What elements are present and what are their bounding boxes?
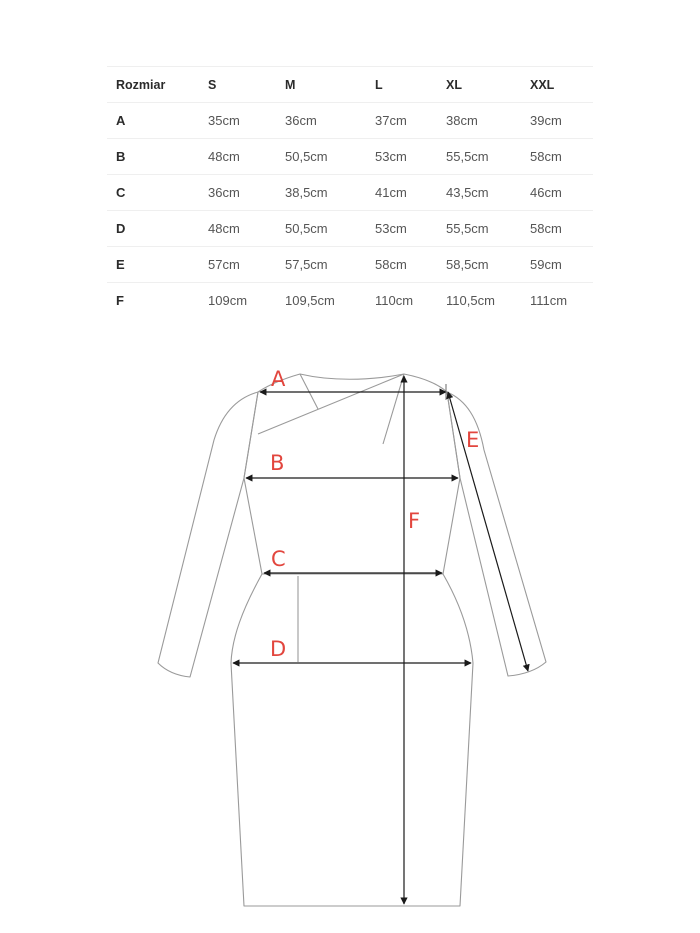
- table-cell: 46cm: [521, 175, 593, 211]
- header-s: S: [199, 67, 276, 103]
- header-m: M: [276, 67, 366, 103]
- table-cell: 58,5cm: [437, 247, 521, 283]
- table-cell: 58cm: [521, 211, 593, 247]
- label-d: D: [270, 637, 287, 661]
- table-cell: 35cm: [199, 103, 276, 139]
- table-cell: 43,5cm: [437, 175, 521, 211]
- table-cell: 53cm: [366, 139, 437, 175]
- dress-outline: [158, 374, 546, 906]
- table-cell: 39cm: [521, 103, 593, 139]
- header-size: Rozmiar: [107, 67, 199, 103]
- table-cell: 38cm: [437, 103, 521, 139]
- header-xxl: XXL: [521, 67, 593, 103]
- table-cell: 57cm: [199, 247, 276, 283]
- row-label: E: [107, 247, 199, 283]
- table-cell: 58cm: [366, 247, 437, 283]
- table-cell: 59cm: [521, 247, 593, 283]
- table-cell: 111cm: [521, 283, 593, 319]
- header-l: L: [366, 67, 437, 103]
- skirt-outline: [231, 574, 473, 906]
- table-cell: 110,5cm: [437, 283, 521, 319]
- row-label: D: [107, 211, 199, 247]
- label-f: F: [408, 509, 421, 533]
- table-cell: 58cm: [521, 139, 593, 175]
- table-cell: 110cm: [366, 283, 437, 319]
- table-cell: 109cm: [199, 283, 276, 319]
- header-xl: XL: [437, 67, 521, 103]
- row-label: A: [107, 103, 199, 139]
- neckline-outline: [258, 374, 447, 392]
- table-cell: 57,5cm: [276, 247, 366, 283]
- label-c: C: [271, 547, 286, 571]
- table-cell: 109,5cm: [276, 283, 366, 319]
- table-cell: 50,5cm: [276, 211, 366, 247]
- table-cell: 37cm: [366, 103, 437, 139]
- measurement-labels: [270, 367, 479, 661]
- table-cell: 36cm: [199, 175, 276, 211]
- measure-e-line: [448, 392, 528, 671]
- row-label: B: [107, 139, 199, 175]
- label-b: B: [270, 451, 285, 475]
- table-cell: 38,5cm: [276, 175, 366, 211]
- table-cell: 55,5cm: [437, 211, 521, 247]
- table-cell: 48cm: [199, 211, 276, 247]
- left-sleeve-outline: [158, 392, 258, 677]
- label-e: E: [466, 428, 480, 452]
- right-sleeve-outline: [447, 392, 546, 676]
- label-a: A: [271, 367, 286, 391]
- table-cell: 55,5cm: [437, 139, 521, 175]
- table-cell: 50,5cm: [276, 139, 366, 175]
- table-cell: 53cm: [366, 211, 437, 247]
- row-label: F: [107, 283, 199, 319]
- row-label: C: [107, 175, 199, 211]
- table-cell: 41cm: [366, 175, 437, 211]
- table-cell: 48cm: [199, 139, 276, 175]
- table-cell: 36cm: [276, 103, 366, 139]
